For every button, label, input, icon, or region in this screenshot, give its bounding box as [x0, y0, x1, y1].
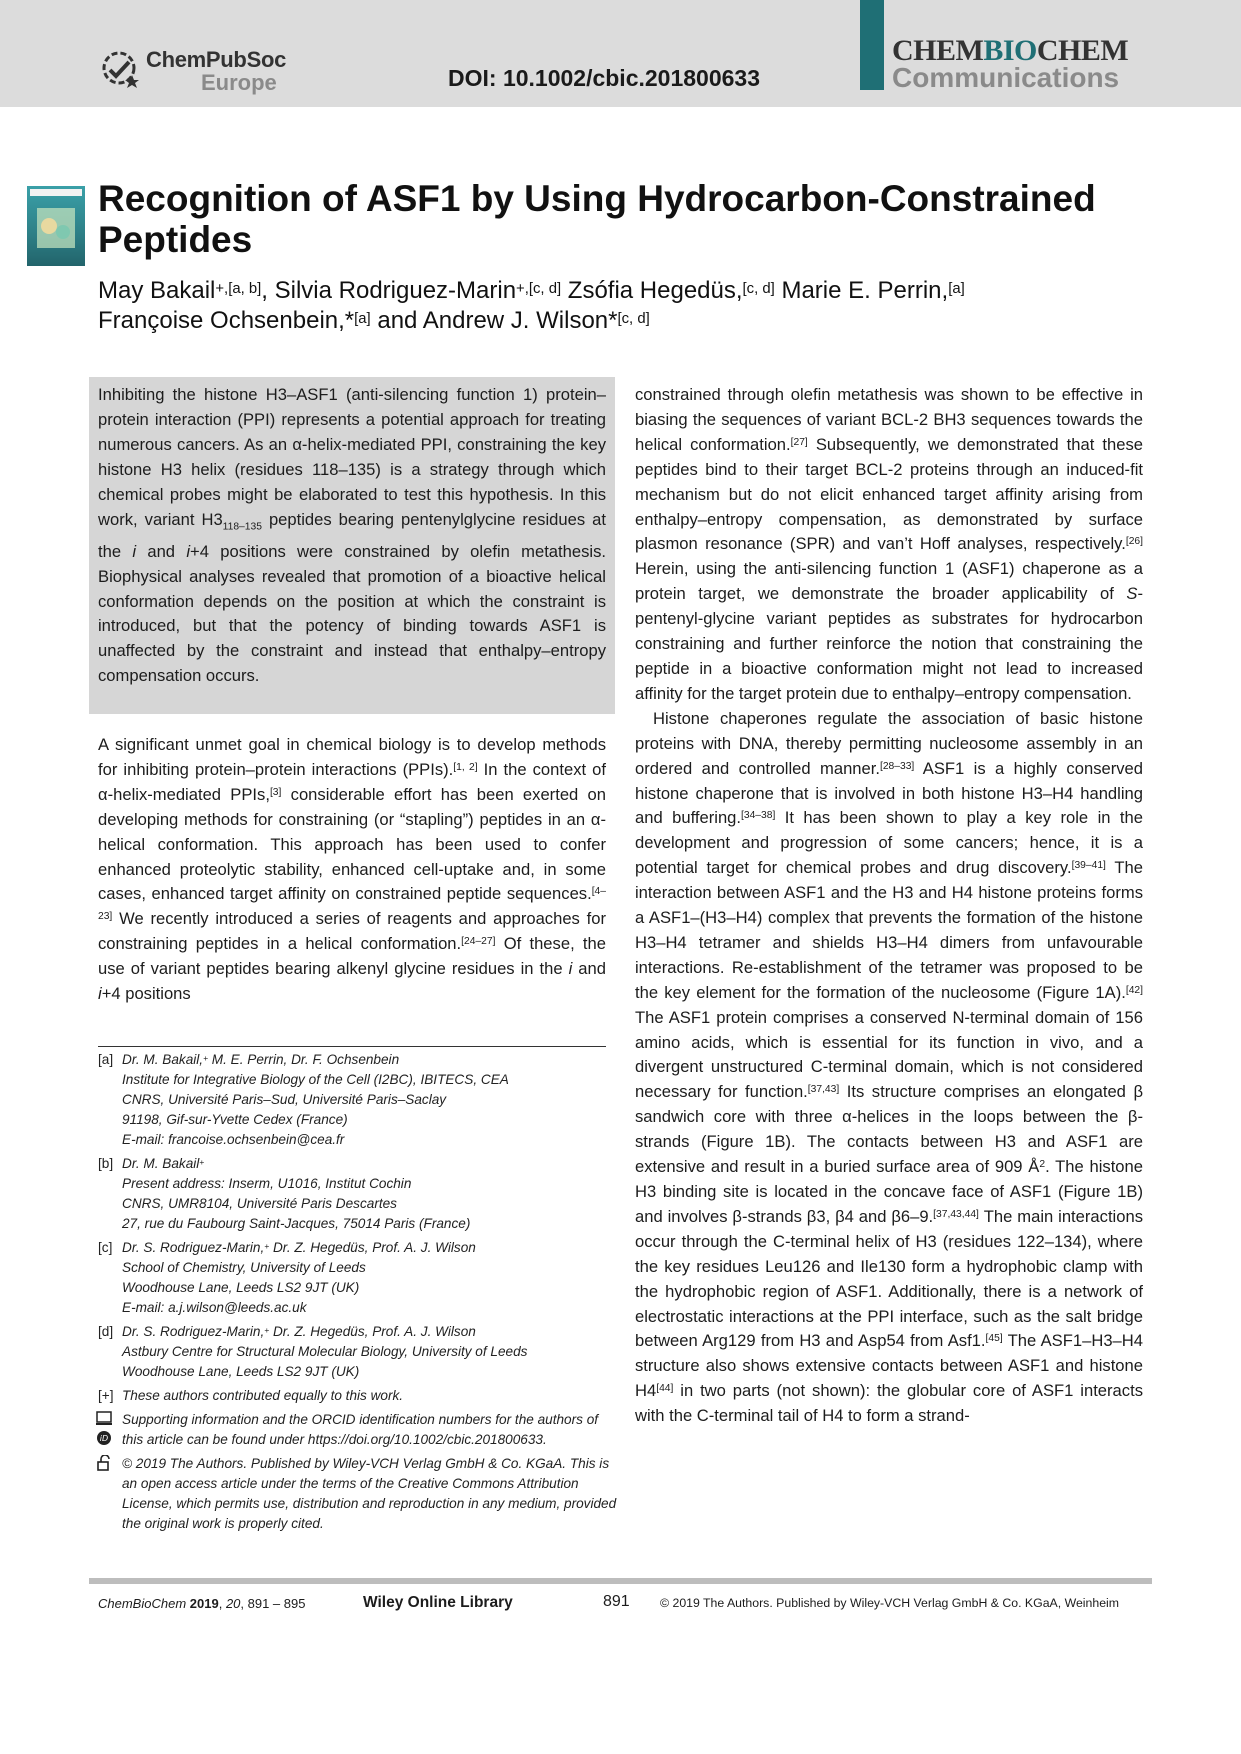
- open-access-notice: © 2019 The Authors. Published by Wiley-VCH Verlag GmbH & Co. KGaA. This is an open access article under the terms of the Creative Commons Attribution License, which permits use, distribution and reproduction in any medium, provided the original work is properly cited.: [98, 1454, 618, 1534]
- journal-accent-bar: [860, 0, 884, 90]
- page-header: [0, 0, 1241, 107]
- doi-link[interactable]: DOI: 10.1002/cbic.201800633: [448, 65, 761, 91]
- chempubsoc-star-icon: [98, 47, 140, 89]
- page-number: 891: [603, 1593, 630, 1610]
- body-column-left: A significant unmet goal in chemical biology is to develop methods for inhibiting protein–protein interactions (PPIs).[1, 2] In the context of α-helix-mediated PPIs,[3] considerable effort has been exerted on developing methods for constraining (or “stapling”) peptides in an α-helical conformation. This approach has been used to confer enhanced proteolytic stability, enhanced cell-uptake and, in some cases, enhanced target affinity on constrained peptide sequences.[4–23] We recently introduced a series of reagents and approaches for constraining peptides in a helical conformation.[24–27] Of these, the use of variant peptides bearing alkenyl glycine residues in the i and i+4 positions: [98, 735, 606, 1004]
- author-name[interactable]: Marie E. Perrin,[a]: [781, 277, 965, 304]
- supporting-info-icon[interactable]: [96, 1411, 112, 1447]
- journal-cover-thumbnail[interactable]: [27, 186, 85, 266]
- author-list: May Bakail$^{+,[a, b]}$, Silvia Rodriguez-Marin$^{+,[c, d]}$ Zsófia Hegedüs,[c, d] Marie E. Perrin,[a] Françoise Ochsenbein,*[a] and Andrew J. Wilson*[c, d]: [98, 277, 965, 334]
- svg-text:iD: iD: [99, 1434, 109, 1443]
- cover-image-icon: [27, 186, 85, 266]
- supporting-information-note: iD Supporting information and the ORCID identification numbers for the authors of this article can be found under https://doi.org/10.1002/cbic.201800633.: [98, 1410, 618, 1450]
- abstract-text: Inhibiting the histone H3–ASF1 (anti-silencing function 1) protein–protein interaction (PPI) represents a potential approach for treating numerous cancers. As an α-helix-mediated PPI, constraining the key histone H3 helix (residues 118–135) is a strategy through which chemical probes might be elaborated to test this hypothesis. In this work, variant $H3_{118-135}$ peptides bearing pentenylglycine residues at the i and i+4 positions were constrained by olefin metathesis. Biophysical analyses revealed that promotion of a bioactive helical conformation depends on the position at which the constraint is introduced, but that the potency of binding towards ASF1 is unaffected by the constraint and instead that enthalpy–entropy compensation occurs.: [98, 385, 606, 686]
- section-label: Communications: [892, 62, 1120, 93]
- logo-name: ChemPubSoc: [146, 47, 287, 72]
- author-name[interactable]: Silvia Rodriguez-Marin$^{+,[c, d]}$: [274, 277, 562, 304]
- footnote-item: [+] These authors contributed equally to this work.: [98, 1388, 404, 1403]
- footer-citation: ChemBioChem 2019, 20, 891 – 895: [98, 1596, 306, 1611]
- affiliation-footnotes: [98, 1050, 618, 1538]
- journal-name-part: CHEM: [1036, 34, 1129, 67]
- journal-name-part: CHEM: [892, 34, 984, 67]
- footnote-item: [c] Dr. S. Rodriguez-Marin,+ Dr. Z. Hegedüs, Prof. A. J. Wilson School of Chemistry, University of Leeds Woodhouse Lane, Leeds LS2 9JT (UK) E-mail: a.j.wilson@leeds.ac.uk: [98, 1240, 476, 1315]
- body-column-right: constrained through olefin metathesis was shown to be effective in biasing the sequences of variant BCL-2 BH3 sequences towards the helical conformation.[27] Subsequently, we demonstrated that these peptides bind to their target BCL-2 proteins through an induced-fit mechanism but do not elicit enhanced target affinity arising from enthalpy–entropy compensation, as demonstrated by surface plasmon resonance (SPR) and van’t Hoff analyses, respectively.[26] Herein, using the anti-silencing function 1 (ASF1) chaperone as a protein target, we demonstrate the broader applicability of S-pentenyl-glycine variant peptides as substrates for hydrocarbon constraining and further reinforce the notion that constraining the peptide in a bioactive conformation might not lead to increased affinity for the target protein due to enthalpy–entropy compensation. Histone chaperones regulate the association of basic histone proteins with DNA, thereby permitting nucleosome assembly in an ordered and controlled manner.[28–33] ASF1 is a highly conserved histone chaperone that is involved in both histone H3–H4 handling and buffering.[34–38] It has been shown to play a key role in the development and progression of some cancers; hence, it is a potential target for chemical probes and drug discovery.[39–41] The interaction between ASF1 and the H3 and H4 histone proteins forms a ASF1–(H3–H4) complex that prevents the formation of the histone H3–H4 tetramer and shields H3–H4 dimers from unfavourable interactions. Re-establishment of the tetramer was proposed to be the key element for the formation of the nucleosome (Figure 1A).[42] The ASF1 protein comprises a conserved N-terminal domain of 156 amino acids, which is essential for its function in vivo, and a divergent unstructured C-terminal domain, which is not considered necessary for function.[37,43] Its structure comprises an elongated β sandwich core with three α-helices in the loops between the β-strands (Figure 1B). The contacts between H3 and ASF1 are extensive and result in a buried surface area of 909 $Å^2$. The histone H3 binding site is located in the concave face of ASF1 (Figure 1B) and involves β-strands β3, β4 and β6–9.[37,43,44] The main interactions occur through the C-terminal helix of H3 (residues 122–134), where the key residues Leu126 and Ile130 form a hydrophobic clamp with the hydrophobic region of ASF1. Additionally, there is a network of electrostatic interactions at the PPI interface, such as the salt bridge between Arg129 from H3 and Asp54 from Asf1.[45] The ASF1–H3–H4 structure also shows extensive contacts between ASF1 and histone H4[44] in two parts (not shown): the globular core of ASF1 interacts with the C-terminal tail of H4 to form a strand-: [635, 385, 1144, 1426]
- footnote-item: [d] Dr. S. Rodriguez-Marin,+ Dr. Z. Hegedüs, Prof. A. J. Wilson Astbury Centre for Structural Molecular Biology, University of Leeds Woodhouse Lane, Leeds LS2 9JT (UK): [98, 1324, 528, 1379]
- open-access-lock-icon: [96, 1455, 112, 1471]
- footer-divider: [89, 1578, 1152, 1584]
- abstract-box: [89, 377, 615, 714]
- logo-region: Europe: [201, 70, 277, 95]
- author-name[interactable]: May Bakail$^{+,[a, b]}$: [98, 277, 262, 304]
- wiley-online-library-link[interactable]: Wiley Online Library: [363, 1594, 513, 1611]
- journal-name-bio: BIO: [983, 34, 1037, 67]
- footnote-item: [a] Dr. M. Bakail,+ M. E. Perrin, Dr. F. Ochsenbein Institute for Integrative Biology of the Cell (I2BC), IBITECS, CEA CNRS, Université Paris–Sud, Université Paris–Saclay 91198, Gif-sur-Yvette Cedex (France) E-mail: francoise.ochsenbein@cea.fr: [98, 1052, 509, 1147]
- article-title: Recognition of ASF1 by Using Hydrocarbon-Constrained Peptides: [98, 178, 1096, 260]
- footnote-divider: [98, 1046, 606, 1047]
- author-name[interactable]: Zsófia Hegedüs,[c, d]: [567, 277, 775, 304]
- author-name[interactable]: Françoise Ochsenbein,*[a]: [98, 307, 371, 334]
- chempubsoc-logo[interactable]: [98, 45, 298, 95]
- footer-copyright: © 2019 The Authors. Published by Wiley-VCH Verlag GmbH & Co. KGaA, Weinheim: [660, 1596, 1120, 1610]
- footnote-item: [b] Dr. M. Bakail+ Present address: Inserm, U1016, Institut Cochin CNRS, UMR8104, Université Paris Descartes 27, rue du Faubourg Saint-Jacques, 75014 Paris (France): [98, 1156, 471, 1231]
- author-name[interactable]: Andrew J. Wilson*[c, d]: [422, 307, 650, 334]
